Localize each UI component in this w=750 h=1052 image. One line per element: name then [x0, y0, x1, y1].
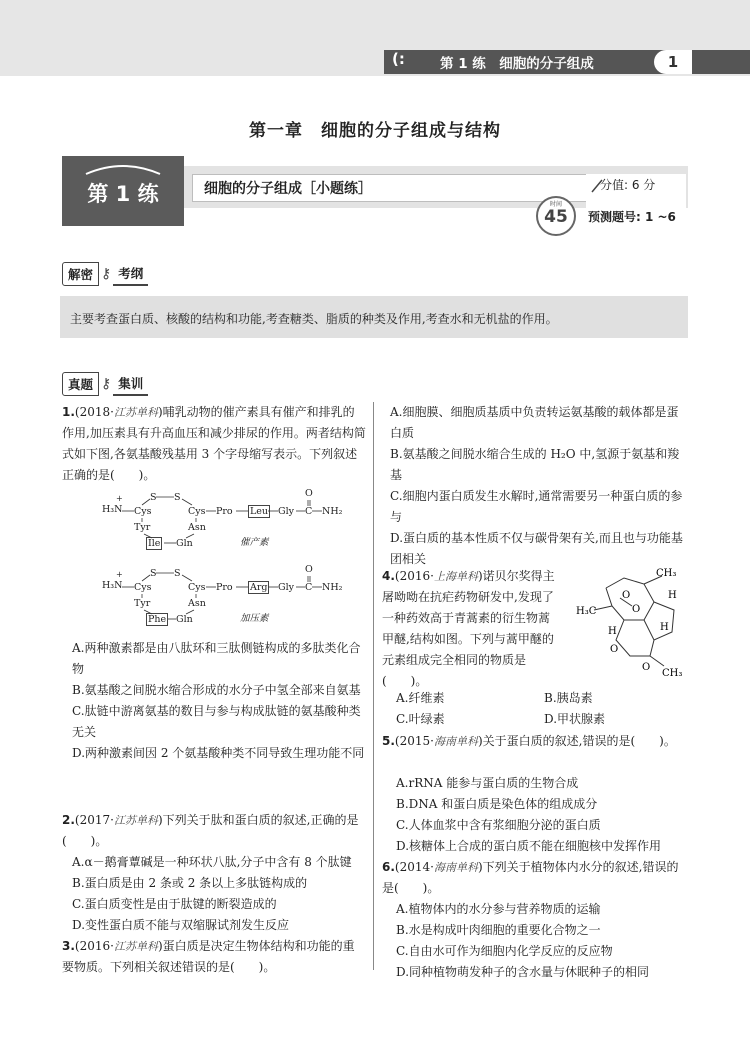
- decode-tag: [62, 264, 148, 284]
- section-title: 细胞的分子组成［小题练］: [204, 181, 372, 197]
- q6-year: (2014·: [394, 860, 434, 874]
- residue-phe: Phe: [148, 614, 167, 625]
- score-text: 分值: 6 分: [600, 178, 656, 192]
- q5-number: 5.: [382, 734, 395, 748]
- oxygen: O: [305, 564, 313, 575]
- q2-number: 2.: [62, 813, 75, 827]
- q1-year: (2018·: [74, 405, 114, 419]
- question-3: [62, 936, 366, 978]
- q5-stem: )关于蛋白质的叙述,错误的是( )。: [477, 734, 676, 748]
- q2-year: (2017·: [74, 813, 114, 827]
- residue-tyr: Tyr: [134, 522, 151, 533]
- artemether-molecule: [572, 562, 688, 680]
- q5-option-b[interactable]: B.DNA 和蛋白质是染色体的组成成分: [396, 797, 598, 811]
- carbon: C: [305, 506, 313, 517]
- q1-option-c[interactable]: C.肽链中游离氨基的数目与参与构成肽链的氨基酸种类无关: [72, 704, 361, 739]
- arc-decoration: [62, 156, 184, 180]
- methyl-bottom: CH₃: [662, 668, 683, 679]
- q6-options: [396, 899, 690, 983]
- oxygen: O: [305, 488, 313, 499]
- zhenti-tag-part2: 集训: [113, 372, 148, 396]
- decode-tag-part1: 解密: [62, 262, 99, 286]
- methyl-left: H₃C: [576, 606, 597, 617]
- header-title: 第 1 练 细胞的分子组成: [440, 56, 594, 72]
- q2-option-b[interactable]: B.蛋白质是由 2 条或 2 条以上多肽链构成的: [72, 876, 308, 890]
- q1-option-d[interactable]: D.两种激素间因 2 个氨基酸种类不同导致生理功能不同: [72, 746, 365, 760]
- q5-options: [396, 773, 690, 857]
- question-1: [62, 402, 366, 486]
- predict-text: 预测题号: 1 ~6: [588, 210, 676, 224]
- q4-year: (2016·: [394, 569, 434, 583]
- q2-option-a[interactable]: A.α－鹅膏蕈碱是一种环状八肽,分子中含有 8 个肽键: [72, 855, 352, 869]
- q4-option-c[interactable]: C.叶绿素: [396, 712, 445, 726]
- q3-number: 3.: [62, 939, 75, 953]
- q2-stem: )下列关于肽和蛋白质的叙述,正确的是( )。: [62, 813, 359, 848]
- q5-option-a[interactable]: A.rRNA 能参与蛋白质的生物合成: [396, 776, 579, 790]
- hormone-name-1: 催产素: [240, 537, 269, 548]
- q6-stem: )下列关于植物体内水分的叙述,错误的是( )。: [382, 860, 679, 895]
- q6-option-a[interactable]: A.植物体内的水分参与营养物质的运输: [396, 902, 601, 916]
- q6-option-b[interactable]: B.水是构成叶肉细胞的重要化合物之一: [396, 923, 601, 937]
- hydrogen-2: H: [660, 622, 669, 633]
- q5-option-d[interactable]: D.核糖体上合成的蛋白质不能在细胞核中发挥作用: [396, 839, 662, 853]
- q3-options: [390, 402, 688, 570]
- residue-cys-2: Cys: [188, 582, 206, 593]
- zhenti-tag-part1: 真题: [62, 372, 99, 396]
- page-number: 1: [667, 53, 679, 71]
- plus-sign: +: [116, 570, 123, 579]
- oxygen-4: O: [642, 662, 651, 673]
- q4-source: 上海单科: [433, 570, 478, 583]
- residue-gly: Gly: [278, 506, 294, 517]
- q2-options: [72, 852, 366, 936]
- structure-bonds: [100, 492, 360, 632]
- q5-year: (2015·: [394, 734, 434, 748]
- amine-group: H₃N: [102, 504, 123, 515]
- residue-gly: Gly: [278, 582, 294, 593]
- q6-number: 6.: [382, 860, 395, 874]
- q3-option-a[interactable]: A.细胞膜、细胞质基质中负责转运氨基酸的载体都是蛋白质: [390, 405, 679, 440]
- q5-option-c[interactable]: C.人体血浆中含有浆细胞分泌的蛋白质: [396, 818, 601, 832]
- question-4: [382, 566, 558, 692]
- sulfur-2: S: [174, 492, 181, 503]
- q4-option-d[interactable]: D.甲状腺素: [544, 712, 606, 726]
- time-label: 时间: [549, 201, 562, 208]
- residue-gln: Gln: [176, 614, 193, 625]
- carbon: C: [305, 582, 313, 593]
- key-icon: ⚷: [101, 266, 112, 282]
- residue-pro: Pro: [216, 582, 233, 593]
- zhenti-tag: [62, 374, 148, 394]
- time-value: 45: [544, 207, 568, 227]
- oxygen-1: O: [622, 590, 631, 601]
- q2-source: 江苏单科: [113, 814, 158, 827]
- q3-option-b[interactable]: B.氨基酸之间脱水缩合生成的 H₂O 中,氢源于氨基和羧基: [390, 447, 680, 482]
- summary-text: 主要考查蛋白质、核酸的结构和功能,考查糖类、脂质的种类及作用,考查水和无机盐的作用。: [70, 312, 558, 326]
- q1-options: [72, 638, 366, 764]
- sulfur-1: S: [150, 568, 157, 579]
- key-icon: ⚷: [101, 376, 112, 392]
- residue-pro: Pro: [216, 506, 233, 517]
- q1-source: 江苏单科: [113, 406, 158, 419]
- plus-sign: +: [116, 494, 123, 503]
- hydrogen-1: H: [608, 626, 617, 637]
- q1-option-b[interactable]: B.氨基酸之间脱水缩合形成的水分子中氢全部来自氨基: [72, 683, 361, 697]
- amide: NH₂: [322, 582, 343, 593]
- residue-asn: Asn: [188, 522, 206, 533]
- residue-gln: Gln: [176, 538, 193, 549]
- amine-group: H₃N: [102, 580, 123, 591]
- q3-option-d[interactable]: D.蛋白质的基本性质不仅与碳骨架有关,而且也与功能基团相关: [390, 531, 683, 566]
- q3-source: 江苏单科: [113, 940, 158, 953]
- practice-label: 第 1 练: [87, 182, 159, 206]
- column-divider: [373, 402, 374, 970]
- residue-cys-1: Cys: [134, 582, 152, 593]
- sulfur-2: S: [174, 568, 181, 579]
- decode-tag-part2: 考纲: [113, 262, 148, 286]
- q4-options: [396, 688, 686, 730]
- oxygen-2: O: [632, 604, 641, 615]
- q4-option-b[interactable]: B.胰岛素: [544, 691, 593, 705]
- q3-year: (2016·: [74, 939, 114, 953]
- question-6: [382, 857, 690, 899]
- residue-cys-1: Cys: [134, 506, 152, 517]
- residue-cys-2: Cys: [188, 506, 206, 517]
- oxygen-3: O: [610, 644, 619, 655]
- q3-option-c[interactable]: C.细胞内蛋白质发生水解时,通常需要另一种蛋白质的参与: [390, 489, 683, 524]
- q6-option-d[interactable]: D.同种植物萌发种子的含水量与休眠种子的相同: [396, 965, 650, 979]
- q1-stem: )哺乳动物的催产素具有催产和排乳的作用,加压素具有升高血压和减少排尿的作用。两者结构简式如下图,各氨基酸残基用 3 个字母缩写表示。下列叙述正确的是( )。: [62, 405, 366, 482]
- hormone-name-2: 加压素: [240, 613, 269, 624]
- residue-tyr: Tyr: [134, 598, 151, 609]
- chapter-title: 第一章 细胞的分子组成与结构: [249, 121, 501, 141]
- q5-source: 海南单科: [433, 735, 478, 748]
- residue-arg: Arg: [250, 582, 268, 593]
- q1-option-a[interactable]: A.两种激素都是由八肽环和三肽侧链构成的多肽类化合物: [72, 641, 361, 676]
- q1-number: 1.: [62, 405, 75, 419]
- header-logo: (:: [392, 50, 405, 68]
- q3-stem: )蛋白质是决定生物体结构和功能的重要物质。下列相关叙述错误的是( )。: [62, 939, 355, 974]
- residue-asn: Asn: [188, 598, 206, 609]
- q6-source: 海南单科: [433, 861, 478, 874]
- question-5: [382, 731, 690, 752]
- sulfur-1: S: [150, 492, 157, 503]
- amide: NH₂: [322, 506, 343, 517]
- q2-option-d[interactable]: D.变性蛋白质不能与双缩脲试剂发生反应: [72, 918, 290, 932]
- hydrogen-3: H: [668, 590, 677, 601]
- q4-number: 4.: [382, 569, 395, 583]
- question-2: [62, 810, 366, 852]
- residue-leu: Leu: [250, 506, 269, 517]
- q6-option-c[interactable]: C.自由水可作为细胞内化学反应的反应物: [396, 944, 613, 958]
- residue-ile: Ile: [148, 538, 161, 549]
- q4-option-a[interactable]: A.纤维素: [396, 691, 445, 705]
- q4-stem: )诺贝尔奖得主屠呦呦在抗疟药物研发中,发现了一种药效高于青蒿素的衍生物蒿甲醚,结构如图。下列与蒿甲醚的元素组成完全相同的物质是( )。: [382, 569, 555, 688]
- methyl-top: CH₃: [656, 568, 677, 579]
- q2-option-c[interactable]: C.蛋白质变性是由于肽键的断裂造成的: [72, 897, 277, 911]
